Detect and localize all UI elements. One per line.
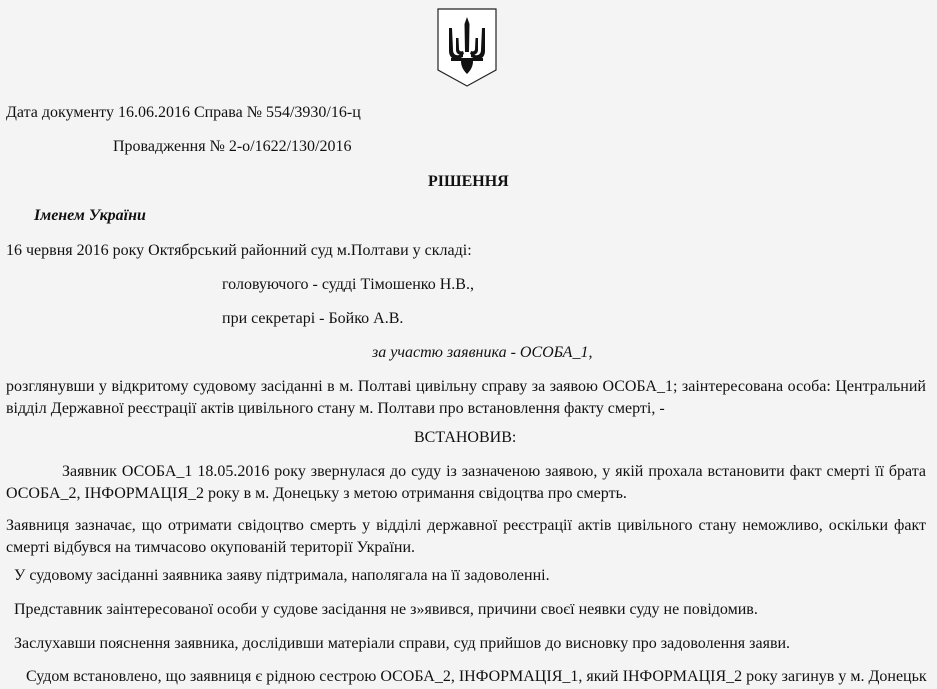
considered-paragraph: [6, 376, 926, 420]
paragraph-1-line-2: ОСОБА_2, ІНФОРМАЦІЯ_2 року в м. Донецьку з метою отримання свідоцтва про смерть.: [6, 485, 627, 502]
in-name-of-ukraine: Іменем України: [34, 207, 146, 224]
secretary: при секретарі - Бойко А.В.: [222, 310, 404, 327]
proceeding-number: Провадження № 2-о/1622/130/2016: [113, 138, 352, 155]
paragraph-5: Заслухавши пояснення заявника, дослідивши матеріали справи, суд прийшов до висновку про задоволення заяви.: [14, 635, 791, 652]
paragraph-2-line-2: смерті відбувся на тимчасово окупованій території України.: [6, 539, 416, 556]
paragraph-3: У судовому засіданні заявника заяву підтримала, наполягала на її задоволенні.: [14, 567, 550, 584]
considered-line-2: відділ Державної реєстрації актів цивільного стану м. Полтави про встановлення факту смерті, -: [6, 400, 665, 417]
paragraph-2-line-1: Заявниця зазначає, що отримати свідоцтво смерть у відділі державної реєстрації актів цивільного стану неможливо, оскільки факт: [6, 517, 926, 534]
paragraph-6: Судом встановлено, що заявниця є рідною сестрою ОСОБА_2, ІНФОРМАЦІЯ_1, який ІНФОРМАЦІЯ_2 року загинув у м. Донецьк: [26, 668, 927, 685]
ukraine-trident-icon: [437, 8, 497, 87]
document-date-line: Дата документу 16.06.2016 Справа № 554/3930/16-ц: [6, 104, 361, 121]
established-heading: ВСТАНОВИВ:: [414, 429, 517, 446]
page-title: РІШЕННЯ: [428, 173, 509, 190]
paragraph-4: Представник заінтересованої особи у судове засідання не з»явився, причини своєї неявки суду не повідомив.: [14, 601, 758, 618]
court-composition-line: 16 червня 2016 року Октябрський районний суд м.Полтави у складі:: [6, 242, 472, 259]
paragraph-2: [6, 515, 926, 559]
participant: за участю заявника - ОСОБА_1,: [372, 344, 593, 361]
considered-line-1: розглянувши у відкритому судовому засіданні в м. Полтаві цивільну справу за заявою ОСОБА_1; заінтересована особа: Центральний: [6, 378, 926, 395]
paragraph-1-line-1: Заявник ОСОБА_1 18.05.2016 року звернулася до суду із зазначеною заявою, у якій прохала встановити факт смерті її брата: [62, 463, 926, 480]
presiding-judge: головуючого - судді Тімошенко Н.В.,: [222, 276, 474, 293]
paragraph-1: [6, 461, 926, 505]
